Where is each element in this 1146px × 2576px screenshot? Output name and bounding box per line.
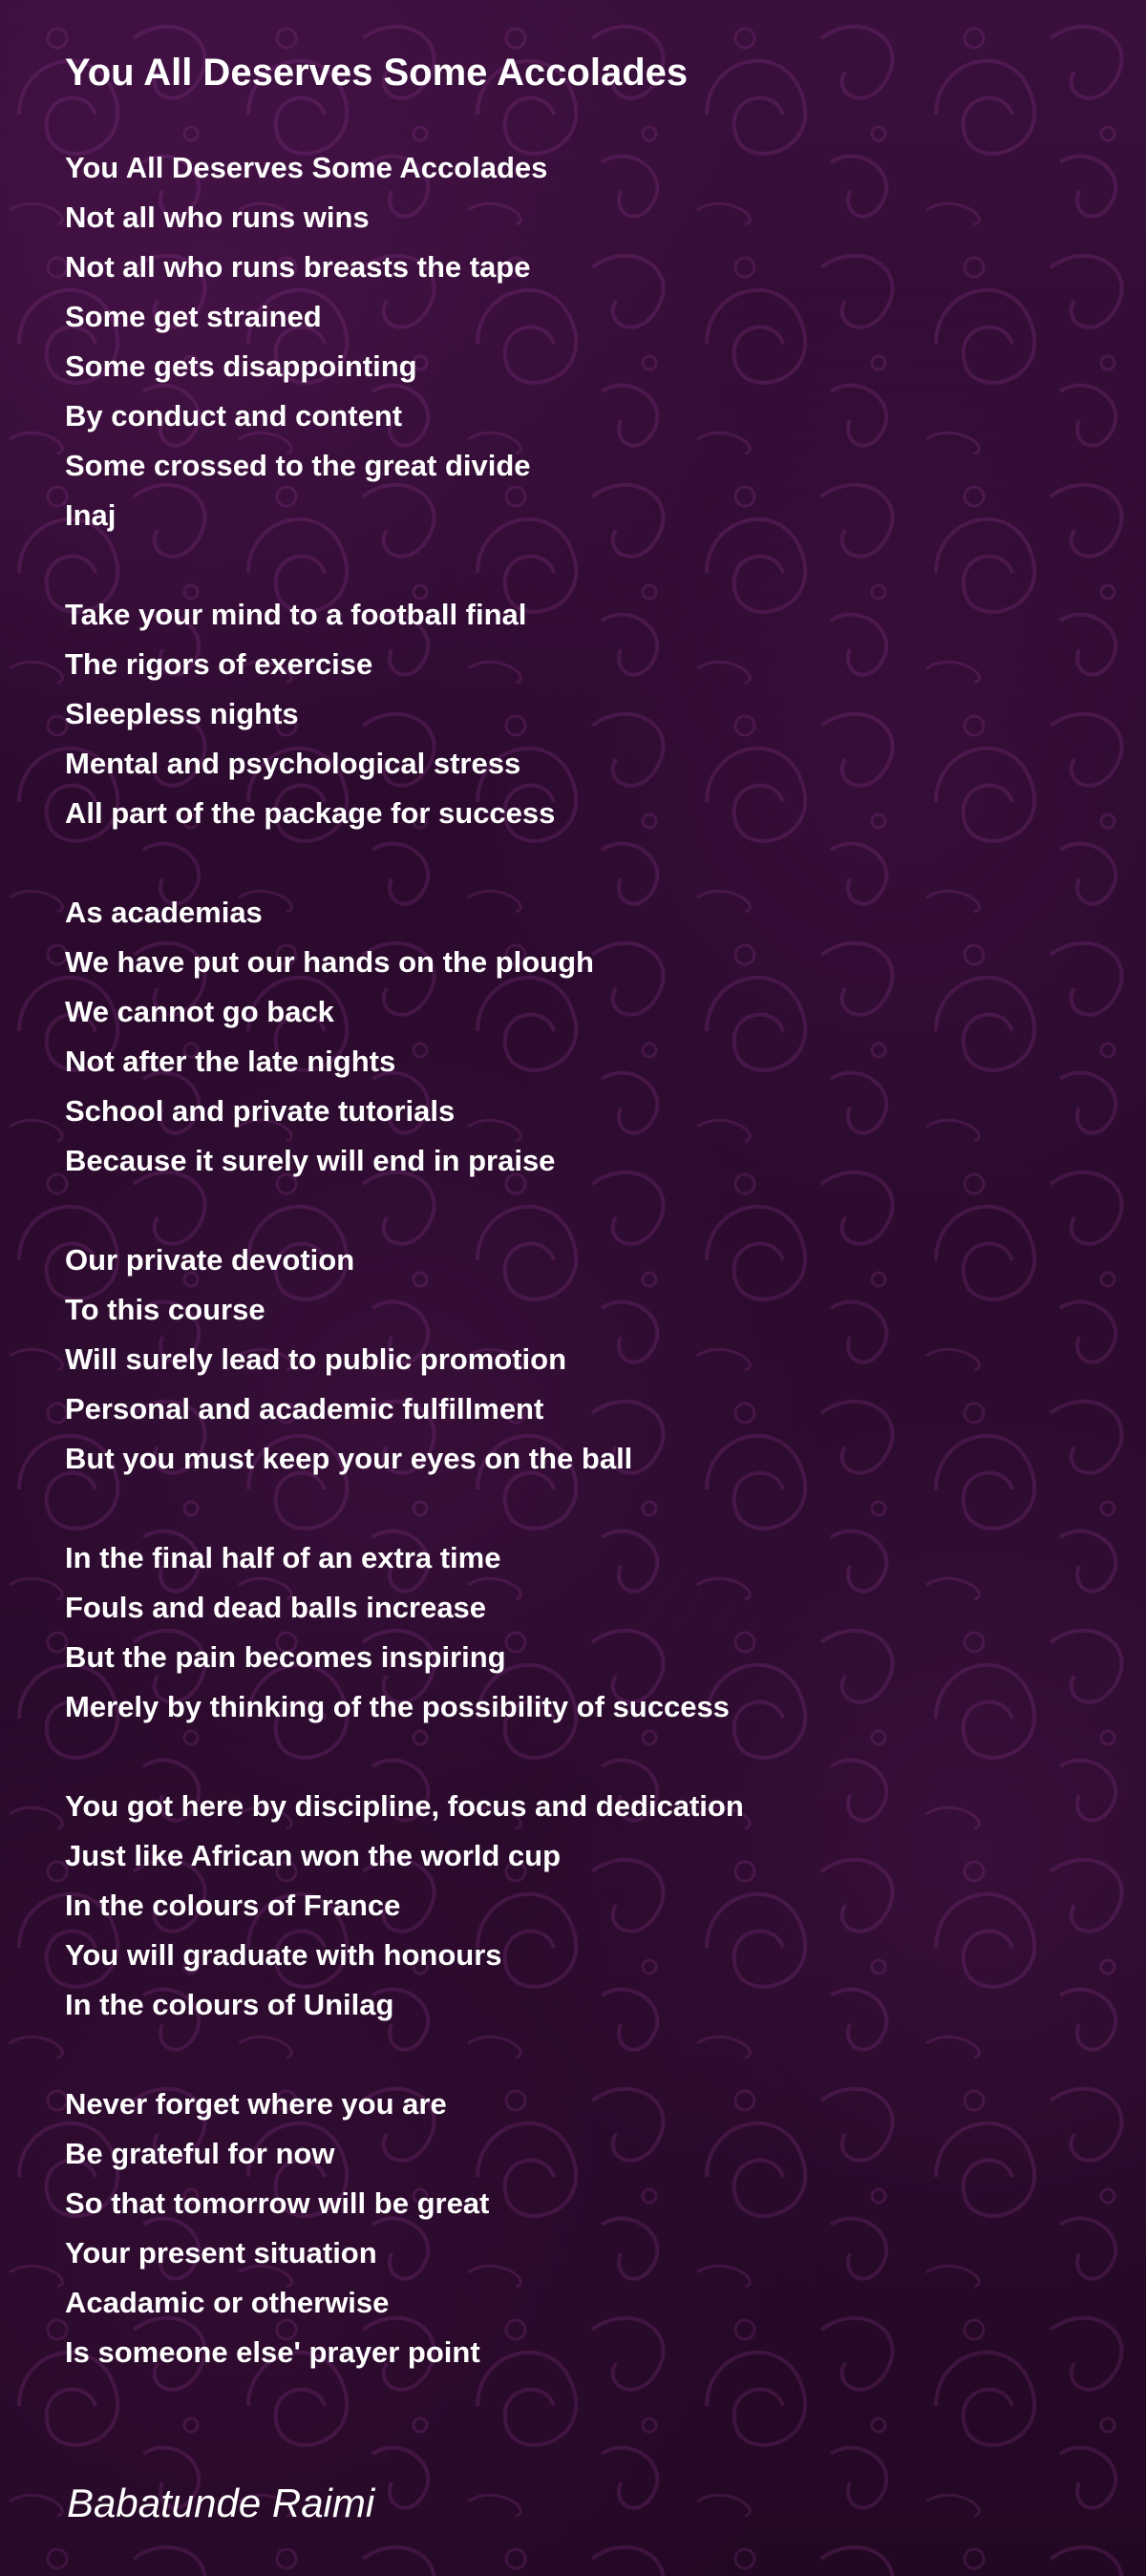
- poem-line: Never forget where you are: [65, 2087, 447, 2121]
- poem-line: By conduct and content: [65, 399, 403, 433]
- poem-line: We have put our hands on the plough: [65, 945, 594, 979]
- poem-line: Sleepless nights: [65, 697, 299, 730]
- stanza: [65, 143, 1096, 540]
- poem-line: But you must keep your eyes on the ball: [65, 1442, 633, 1475]
- poem-author: Babatunde Raimi: [67, 2481, 375, 2525]
- stanza: [65, 590, 1096, 838]
- poem-line: Be grateful for now: [65, 2137, 335, 2170]
- poem-title: You All Deserves Some Accolades: [65, 52, 689, 94]
- poem-line: To this course: [65, 1293, 265, 1326]
- poem-line: Fouls and dead balls increase: [65, 1591, 487, 1624]
- poem-line: Will surely lead to public promotion: [65, 1342, 567, 1376]
- poem-line: Acadamic or otherwise: [65, 2286, 390, 2319]
- stanza: [65, 1782, 1096, 2030]
- stanza: [65, 2080, 1096, 2377]
- poem-line: Personal and academic fulfillment: [65, 1392, 544, 1425]
- poem-line: Not all who runs breasts the tape: [65, 250, 531, 284]
- poem-line: The rigors of exercise: [65, 647, 373, 681]
- poem-line: Because it surely will end in praise: [65, 1144, 556, 1177]
- stanza: [65, 888, 1096, 1186]
- poem-line: But the pain becomes inspiring: [65, 1640, 506, 1674]
- poem-line: School and private tutorials: [65, 1094, 456, 1128]
- stanza: [65, 1533, 1096, 1732]
- poem-line: In the final half of an extra time: [65, 1541, 501, 1574]
- poem-line: Just like African won the world cup: [65, 1839, 562, 1872]
- poem-line: Not after the late nights: [65, 1045, 396, 1078]
- poem-line: We cannot go back: [65, 995, 334, 1028]
- poem-line: Not all who runs wins: [65, 201, 370, 234]
- poem-line: In the colours of France: [65, 1889, 401, 1922]
- poem-line: All part of the package for success: [65, 796, 556, 830]
- stanza: [65, 1235, 1096, 1484]
- poem-line: Is someone else' prayer point: [65, 2335, 480, 2369]
- poem-line: Some crossed to the great divide: [65, 449, 531, 482]
- poem-line: You got here by discipline, focus and dedication: [65, 1789, 744, 1823]
- poem-line: Take your mind to a football final: [65, 598, 527, 631]
- poem-line: Your present situation: [65, 2236, 377, 2270]
- poem-line: Mental and psychological stress: [65, 747, 521, 780]
- poem-line: You will graduate with honours: [65, 1938, 502, 1972]
- poem-line: Some gets disappointing: [65, 349, 417, 383]
- poem-line: Some get strained: [65, 300, 322, 333]
- poem-line: As academias: [65, 896, 263, 929]
- poem-line: So that tomorrow will be great: [65, 2186, 490, 2220]
- poem-line: Merely by thinking of the possibility of success: [65, 1690, 730, 1723]
- poem-line: Our private devotion: [65, 1243, 355, 1277]
- poem-line: You All Deserves Some Accolades: [65, 151, 548, 184]
- poem-body: [65, 143, 1096, 2427]
- poem-line: Inaj: [65, 498, 117, 532]
- poem-line: In the colours of Unilag: [65, 1988, 394, 2021]
